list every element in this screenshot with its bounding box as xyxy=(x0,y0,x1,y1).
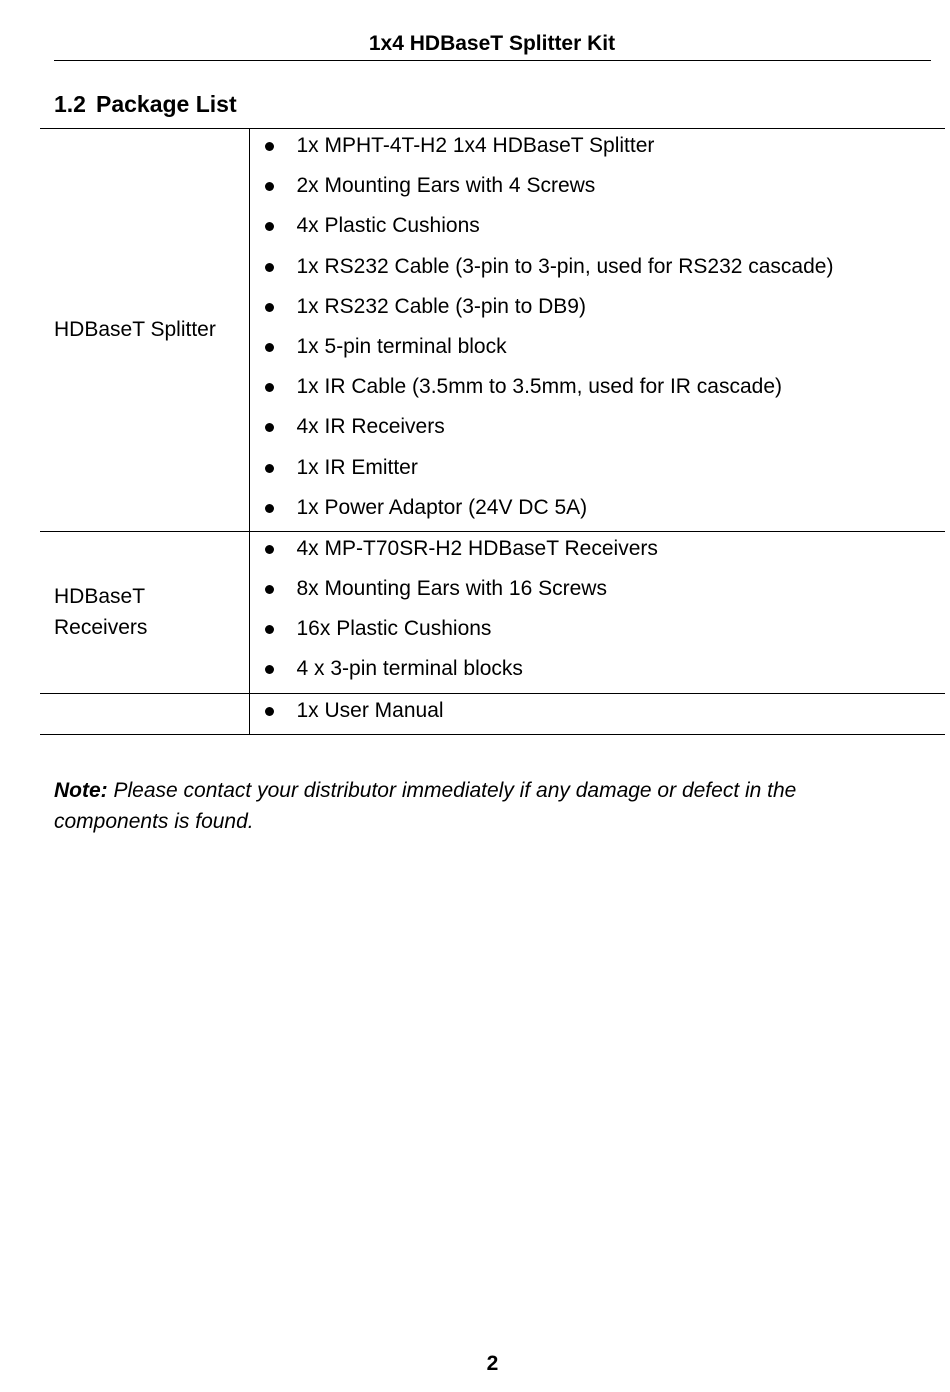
item-list-manual xyxy=(250,694,946,734)
list-item: 1x 5-pin terminal block xyxy=(250,330,946,370)
list-item: 1x IR Cable (3.5mm to 3.5mm, used for IR cascade) xyxy=(250,370,946,410)
section-heading xyxy=(54,89,237,119)
list-item: 4x IR Receivers xyxy=(250,410,946,450)
running-header-title: 1x4 HDBaseT Splitter Kit xyxy=(368,32,616,55)
note-label: Note: xyxy=(54,779,108,802)
item-list-splitter xyxy=(250,129,946,531)
bullet-icon xyxy=(265,303,274,312)
bullet-icon xyxy=(265,182,274,191)
category-cell-receivers xyxy=(40,531,249,693)
bullet-icon xyxy=(265,707,274,716)
list-item: 16x Plastic Cushions xyxy=(250,612,946,652)
bullet-icon xyxy=(265,423,274,432)
item-list-receivers xyxy=(250,532,946,693)
list-item: 4x MP-T70SR-H2 HDBaseT Receivers xyxy=(250,532,946,572)
table-row-receivers xyxy=(40,531,945,693)
note-text: Please contact your distributor immediately if any damage or defect in the components is found. xyxy=(54,779,797,833)
bullet-icon xyxy=(265,343,274,352)
bullet-icon xyxy=(265,222,274,231)
bullet-icon xyxy=(265,464,274,473)
list-item: 8x Mounting Ears with 16 Screws xyxy=(250,572,946,612)
list-item: 1x RS232 Cable (3-pin to DB9) xyxy=(250,290,946,330)
bullet-icon xyxy=(265,665,274,674)
bullet-icon xyxy=(265,545,274,554)
bullet-icon xyxy=(265,625,274,634)
section-title: Package List xyxy=(95,91,237,117)
list-item: 1x Power Adaptor (24V DC 5A) xyxy=(250,491,946,531)
package-list-table xyxy=(40,128,945,735)
category-cell-splitter: HDBaseT Splitter xyxy=(40,129,249,532)
list-item: 4x Plastic Cushions xyxy=(250,209,946,249)
category-cell-empty xyxy=(40,693,249,734)
header-divider xyxy=(54,60,931,61)
list-item: 1x User Manual xyxy=(250,694,946,734)
table-row-manual xyxy=(40,693,945,734)
items-cell-splitter xyxy=(249,129,945,532)
bullet-icon xyxy=(265,585,274,594)
bullet-icon xyxy=(265,263,274,272)
section-number: 1.2 xyxy=(54,91,86,117)
note-paragraph xyxy=(54,775,914,837)
list-item: 1x RS232 Cable (3-pin to 3-pin, used for RS232 cascade) xyxy=(250,250,946,290)
page-number: 2 xyxy=(486,1352,499,1375)
bullet-icon xyxy=(265,504,274,513)
items-cell-receivers xyxy=(249,531,945,693)
list-item: 4 x 3-pin terminal blocks xyxy=(250,652,946,692)
items-cell-manual xyxy=(249,693,945,734)
list-item: 2x Mounting Ears with 4 Screws xyxy=(250,169,946,209)
list-item: 1x IR Emitter xyxy=(250,451,946,491)
bullet-icon xyxy=(265,142,274,151)
bullet-icon xyxy=(265,383,274,392)
list-item: 1x MPHT-4T-H2 1x4 HDBaseT Splitter xyxy=(250,129,946,169)
category-label-receivers: HDBaseT Receivers xyxy=(54,585,148,640)
table-row-splitter xyxy=(40,129,945,532)
